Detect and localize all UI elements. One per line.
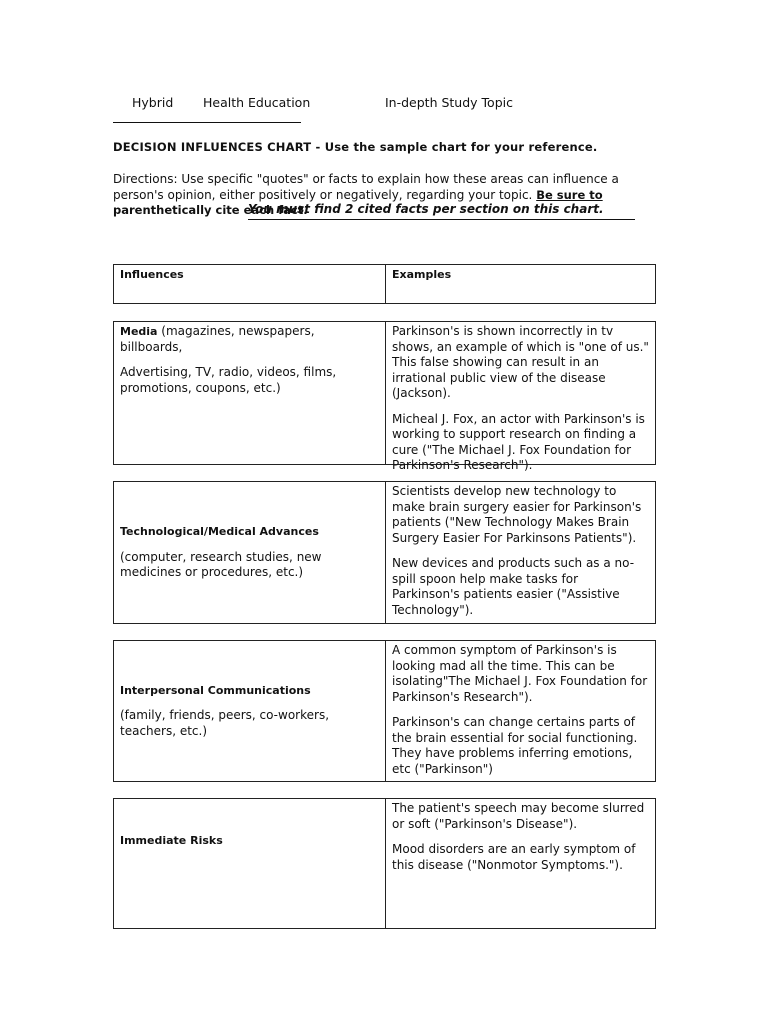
tech-example-2: New devices and products such as a no-spill spoon help make tasks for Parkinson's patients easier ("Assistive Technology").	[392, 556, 635, 617]
header-influences: Influences	[114, 265, 386, 303]
directions	[113, 172, 673, 203]
tech-sub: (computer, research studies, new medicines or procedures, etc.)	[120, 549, 322, 580]
interpersonal-influence-cell	[114, 641, 386, 781]
media-example-1: Parkinson's is shown incorrectly in tv shows, an example of which is "one of us." This false showing can result in an irrational public view of the disease (Jackson).	[392, 324, 649, 400]
name-blank-line	[113, 122, 301, 123]
risks-example-2: Mood disorders are an early symptom of this disease ("Nonmotor Symptoms.").	[392, 842, 636, 872]
tech-influence-cell	[114, 482, 386, 623]
section-tech	[113, 481, 656, 624]
tech-examples-cell	[386, 482, 655, 623]
section-interpersonal	[113, 640, 656, 782]
directions-must: You must find 2 cited facts per section on this chart.	[248, 202, 635, 220]
risks-influence-cell	[114, 799, 386, 928]
risks-example-1: The patient's speech may become slurred or soft ("Parkinson's Disease").	[392, 801, 645, 831]
directions-text: Directions: Use specific "quotes" or facts to explain how these areas can influence a person's opinion, either positively or negatively, regarding your topic.	[113, 172, 619, 202]
section-media	[113, 321, 656, 472]
media-sub: Advertising, TV, radio, videos, films, promotions, coupons, etc.)	[120, 365, 337, 395]
interpersonal-example-2: Parkinson's can change certains parts of the brain essential for social functioning. They have problems inferring emotions, etc ("Parkinson")	[392, 715, 638, 776]
media-label-rest: (magazines, newspapers, billboards,	[120, 324, 315, 354]
page-title: DECISION INFLUENCES CHART - Use the sample chart for your reference.	[113, 140, 598, 154]
section-immediate-risks	[113, 798, 656, 929]
header-hybrid: Hybrid	[132, 95, 174, 110]
header-subject: Health Education	[203, 95, 311, 110]
tech-example-1: Scientists develop new technology to make brain surgery easier for Parkinson's patients ("New Technology Makes Brain Surgery Easier For Parkinsons Patients").	[392, 484, 642, 545]
media-influence-cell	[114, 322, 386, 464]
interpersonal-example-1: A common symptom of Parkinson's is looking mad all the time. This can be isolating"The Michael J. Fox Foundation for Parkinson's Research").	[392, 643, 648, 704]
table-header	[113, 264, 656, 304]
interpersonal-examples-cell	[386, 641, 655, 781]
header-examples: Examples	[392, 268, 452, 281]
interpersonal-sub: (family, friends, peers, co-workers, teachers, etc.)	[120, 708, 330, 738]
risks-label: Immediate Risks	[120, 834, 223, 847]
media-examples-cell	[386, 322, 655, 472]
interpersonal-label: Interpersonal Communications	[120, 683, 311, 697]
header-topic: In-depth Study Topic	[385, 95, 513, 110]
media-example-2: Micheal J. Fox, an actor with Parkinson's is working to support research on finding a cure ("The Michael J. Fox Foundation for Parkinson's Research").	[392, 411, 645, 472]
directions-bold-1: Be sure to	[536, 187, 603, 202]
directions-bold-2: parenthetically cite each fact.	[113, 203, 308, 217]
risks-examples-cell	[386, 799, 655, 928]
media-label: Media	[120, 325, 158, 338]
tech-label: Technological/Medical Advances	[120, 525, 319, 539]
